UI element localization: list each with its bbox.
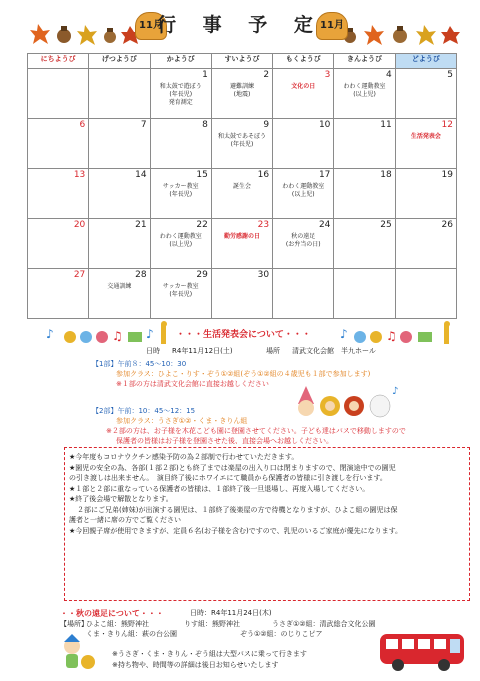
part1-note: ※１部の方は清武文化会館に直接お越しください <box>116 380 269 388</box>
weekday-header-3: すいようび <box>211 54 272 69</box>
day-event: 勤労感謝の日 <box>223 233 260 240</box>
weekday-header-5: きんようび <box>334 54 395 69</box>
excursion-kuma: くま・きりん組：萩の台公園 <box>86 630 177 638</box>
svg-text:♫: ♫ <box>386 329 397 343</box>
notice-line-6: ２部にご兄弟(姉妹)が出演する園児は、１部終了後楽屋の方で待機となりますが、ひよこ組の園児は保 <box>77 505 398 514</box>
calendar-day-cell <box>211 69 272 119</box>
calendar-day-cell <box>273 119 334 169</box>
day-number: 10 <box>318 120 331 130</box>
calendar-week-row <box>28 219 457 269</box>
recital-heading: ・・・生活発表会について・・・ <box>176 330 311 340</box>
calendar-day-cell <box>150 219 211 269</box>
notice-line-3: の引き渡しは出来ません。 演目終了後にホワイエにて職員から保護者の皆様に引き渡しを行います。 <box>69 474 387 482</box>
calendar-day-cell <box>28 269 89 319</box>
part2-title: 【2部】午前：10：45～12：15 <box>92 407 196 415</box>
calendar-day-cell <box>28 219 89 269</box>
day-event: 誕生会 <box>232 183 251 190</box>
svg-text:♪: ♪ <box>340 327 348 341</box>
page-title: 行 事 予 定 <box>157 14 323 36</box>
part2-note-1: ※２部の方は、お子様を木花こども園に登園させてください。子ども達はバスで移動しますので <box>106 427 406 435</box>
day-number: 16 <box>257 170 270 180</box>
calendar-day-cell <box>28 169 89 219</box>
day-number: 20 <box>73 220 86 230</box>
calendar-day-cell <box>28 69 89 119</box>
recital-date-value: R4年11月12日(土) <box>172 347 233 355</box>
day-number: 21 <box>135 220 147 230</box>
month-badge-right: 11月 <box>316 12 348 40</box>
calendar-week-row <box>28 169 457 219</box>
calendar-day-cell <box>150 169 211 219</box>
day-number: 23 <box>257 220 270 230</box>
day-event: 文化の日 <box>291 83 316 90</box>
calendar-day-cell <box>395 119 456 169</box>
svg-text:♪: ♪ <box>46 327 54 341</box>
day-number: 11 <box>380 120 392 130</box>
day-number: 30 <box>257 270 270 280</box>
calendar-day-cell <box>89 119 150 169</box>
day-event: わわく運動教室 (以上児) <box>282 183 325 198</box>
calendar-day-cell <box>273 169 334 219</box>
calendar-day-cell <box>89 219 150 269</box>
part1-classes: 参加クラス：ひよこ・りす・ぞう①②組(ぞう①②組の４歳児も１部で参加します) <box>116 370 371 378</box>
weekday-header-6: どようび <box>395 54 456 69</box>
day-number: 17 <box>318 170 331 180</box>
calendar-day-cell <box>150 269 211 319</box>
day-number: 15 <box>196 170 208 180</box>
notice-line-7: 護者と一緒に席の方でご覧ください <box>69 516 181 524</box>
day-event: わわく運動教室 (以上児) <box>343 83 386 98</box>
calendar-day-cell <box>28 119 89 169</box>
calendar-week-row <box>28 269 457 319</box>
day-number: 29 <box>196 270 208 280</box>
calendar-day-cell <box>211 219 272 269</box>
notice-box <box>64 447 470 601</box>
weekday-header-2: かようび <box>150 54 211 69</box>
notice-line-2: ★園児の安全の為、各部(１部２部)とも終了までは楽屋の出入り口は閉まりますので、閉演途中での園児 <box>69 463 396 472</box>
weekday-header-4: もくようび <box>273 54 334 69</box>
calendar-day-cell <box>211 119 272 169</box>
notice-line-5: ★終了後会場で解散となります。 <box>69 495 173 503</box>
calendar-grid <box>27 53 457 319</box>
excursion-note-2: ※持ち物や、時間等の詳細は後日お知らせいたします <box>112 661 279 669</box>
calendar-day-cell <box>334 119 395 169</box>
calendar-week-row <box>28 119 457 169</box>
svg-text:♪: ♪ <box>146 327 154 341</box>
calendar-day-cell <box>150 119 211 169</box>
excursion-note-1: ※うさぎ・くま・きりん・ぞう組は大型バスに乗って行きます <box>112 650 307 658</box>
calendar-day-cell <box>395 69 456 119</box>
weekday-header-0: にちようび <box>28 54 89 69</box>
calendar-week-row <box>28 69 457 119</box>
day-number: 5 <box>447 70 453 80</box>
calendar-day-cell <box>273 69 334 119</box>
calendar-day-cell <box>395 219 456 269</box>
day-event: 避難訓練 (地震) <box>229 83 254 98</box>
day-number: 25 <box>380 220 392 230</box>
excursion-hiyoko: ひよこ組：熊野神社 <box>86 620 149 628</box>
excursion-date: 日時：R4年11月24日(木) <box>190 609 272 617</box>
notice-line-4: ★１部と２部に重なっている保護者の皆様は、１部終了後一旦退場し、再度入場してください。 <box>69 484 370 493</box>
day-event: 交通訓練 <box>107 283 132 290</box>
day-event: 秋の遠足 (お弁当の日) <box>285 233 321 248</box>
day-number: 7 <box>140 120 147 130</box>
weekday-header-1: げつようび <box>89 54 150 69</box>
calendar-day-cell <box>395 169 456 219</box>
day-number: 12 <box>441 120 453 130</box>
svg-text:♫: ♫ <box>112 329 123 343</box>
day-event: わわく運動教室 (以上児) <box>159 233 202 248</box>
recital-place-label: 場所 <box>266 347 280 355</box>
day-number: 3 <box>324 70 331 80</box>
day-event: サッカー教室 (年長児) <box>162 183 199 198</box>
excursion-usagi: うさぎ①②組：清武総合文化公園 <box>272 620 376 628</box>
day-event: サッカー教室 (年長児) <box>162 283 199 298</box>
calendar-day-cell <box>89 169 150 219</box>
day-number: 6 <box>79 120 86 130</box>
calendar-day-cell <box>211 169 272 219</box>
notice-line-8: ★今回親子席が使用できますが、定員６名(お子様を含む)ですので、乳児のいるご家庭が優先になります。 <box>69 526 403 535</box>
day-number: 27 <box>73 270 86 280</box>
calendar-day-cell <box>273 219 334 269</box>
day-number: 1 <box>202 70 208 80</box>
day-number: 28 <box>135 270 147 280</box>
day-number: 8 <box>202 120 208 130</box>
day-event: 和太鼓で遊ぼう (年長児) 発育測定 <box>159 83 202 106</box>
part2-classes: 参加クラス：うさぎ①②・くま・きりん組 <box>116 417 248 425</box>
part1-title: 【1部】午前８：45～10：30 <box>92 360 187 368</box>
day-event: 生活発表会 <box>410 133 441 140</box>
calendar-day-cell <box>150 69 211 119</box>
weekday-header-row <box>28 54 457 69</box>
calendar-day-cell <box>395 269 456 319</box>
excursion-heading: ・・秋の遠足について・・・ <box>60 609 164 618</box>
calendar-day-cell <box>334 269 395 319</box>
part2-note-2: 保護者の皆様はお子様を登園させた後、直接会場へお越しください。 <box>116 437 333 445</box>
day-number: 19 <box>441 170 453 180</box>
day-number: 24 <box>318 220 331 230</box>
notice-line-1: ★今年度もコロナウクチン感染予防の為２部制で行わせていただきます。 <box>69 453 299 461</box>
excursion-place-label: 【場所】 <box>60 620 88 628</box>
day-number: 26 <box>441 220 453 230</box>
recital-place-value: 清武文化会館 半九ホール <box>292 347 376 355</box>
bus-illustration <box>378 628 468 676</box>
day-number: 2 <box>263 70 270 80</box>
recital-date-label: 日時 <box>146 347 160 355</box>
day-number: 9 <box>263 120 270 130</box>
calendar-day-cell <box>211 269 272 319</box>
day-number: 4 <box>385 70 392 80</box>
excursion-zou: ぞう①②組：のじりこピア <box>240 630 323 638</box>
day-number: 18 <box>380 170 392 180</box>
day-number: 13 <box>73 170 86 180</box>
child-illustration <box>58 634 98 678</box>
calendar-day-cell <box>89 69 150 119</box>
calendar-day-cell <box>334 69 395 119</box>
calendar-day-cell <box>334 169 395 219</box>
calendar-day-cell <box>273 269 334 319</box>
day-event: 和太鼓であそぼう (年長児) <box>217 133 266 148</box>
calendar-day-cell <box>334 219 395 269</box>
month-badge-left: 11月 <box>135 12 167 40</box>
day-number: 14 <box>135 170 147 180</box>
day-number: 22 <box>196 220 208 230</box>
svg-text:♪: ♪ <box>392 386 399 397</box>
calendar-day-cell <box>89 269 150 319</box>
excursion-risu: りす組：熊野神社 <box>184 620 240 628</box>
animal-band-illustration <box>292 382 402 424</box>
